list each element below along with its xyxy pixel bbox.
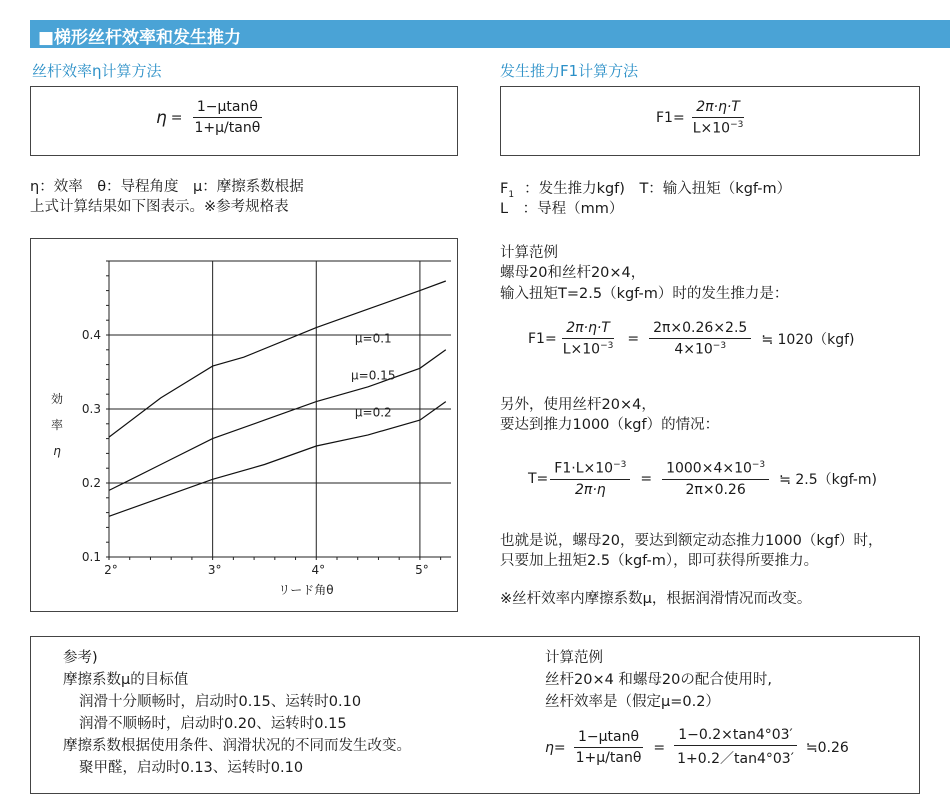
x-tick-label: 4° [311, 563, 326, 577]
series-label: μ=0.2 [354, 405, 392, 420]
y-tick-label: 0.2 [81, 476, 101, 490]
x-tick-label: 5° [415, 563, 429, 577]
ref-eq-frac1-denominator: 1+μ/tanθ [575, 750, 642, 766]
reference-line5: 聚甲醛，启动时0.13、运转时0.10 [79, 760, 304, 776]
eq1-frac1-den-exp: −3 [600, 341, 614, 351]
eq1-frac1-den-base: L×10 [562, 341, 601, 358]
fraction-denominator: 1+μ/tanθ [194, 120, 261, 136]
reference-equation [545, 727, 849, 768]
eq2-frac2-numerator [662, 460, 769, 480]
reference-example-title: 计算范例 [545, 650, 603, 666]
reference-example-line1: 丝杆20×4 和螺母20の配合使用时, [545, 672, 772, 688]
y-tick-label: 0.4 [81, 328, 101, 342]
eq2-frac2-num-base: 1000×4×10 [666, 460, 752, 477]
ref-eq-fraction2 [673, 727, 798, 768]
y-tick-label: 0.1 [81, 550, 101, 564]
thrust-example-line1: 螺母20和丝杆20×4， [500, 265, 646, 281]
series-label: μ=0.15 [351, 368, 396, 383]
reference-example-line2: 丝杆效率是（假定μ=0.2） [545, 694, 720, 710]
thrust-lhs: F1= [656, 109, 685, 126]
efficiency-chart-frame [30, 238, 458, 612]
reference-line3: 润滑不顺畅时，启动时0.20、运转时0.15 [79, 716, 347, 732]
x-tick-label: 2° [104, 563, 118, 577]
eq1-frac1-denominator [559, 339, 618, 358]
efficiency-formula [156, 99, 264, 136]
ref-eq-frac1-numerator: 1−μtanθ [574, 729, 643, 748]
eq1-frac2-numerator: 2π×0.26×2.5 [649, 320, 751, 339]
eq2-frac1-num-base: F1·L×10 [554, 460, 614, 477]
thrust-numerator: 2π·η·T [692, 99, 744, 118]
section-header [30, 20, 950, 48]
eq1-lhs: F1= [528, 330, 557, 347]
torque-example-equation [528, 460, 877, 498]
denominator-exponent: −3 [730, 120, 744, 130]
series-line [109, 281, 446, 437]
eq1-frac2-den-base: 4×10 [674, 341, 713, 358]
denominator-base: L×10 [692, 120, 731, 137]
eq2-frac1-denominator: 2π·η [574, 481, 606, 498]
series-line [109, 402, 446, 517]
thrust-note: ※丝杆效率内摩擦系数μ，根据润滑情况而改变。 [500, 591, 812, 607]
thrust-example-equation [528, 320, 855, 358]
f-symbol: F [500, 181, 509, 197]
ref-eq-fraction1 [572, 729, 646, 766]
efficiency-legend-line2: 上式计算结果如下图表示。※参考规格表 [30, 199, 289, 215]
eq2-equals: = [640, 470, 653, 487]
ref-eq-result: ≒0.26 [805, 739, 849, 756]
thrust-formula-box [500, 86, 920, 156]
y-axis-label-char: 率 [50, 418, 64, 432]
fraction-numerator: 1−μtanθ [193, 99, 262, 118]
efficiency-legend-line1: η：效率 θ：导程角度 μ：摩擦系数根据 [30, 179, 304, 195]
def-line1-text: ：发生推力kgf) T：输入扭矩（kgf-m） [524, 181, 792, 197]
thrust-denominator [689, 118, 748, 137]
thrust-def-line2: L ：导程（mm） [500, 201, 624, 217]
eq1-result: ≒ 1020（kgf) [761, 331, 855, 348]
thrust-other-line2: 要达到推力1000（kgf）的情况： [500, 417, 720, 433]
eq1-equals: = [627, 330, 640, 347]
thrust-section-title: 发生推力F1计算方法 [500, 62, 639, 80]
y-axis-label-char: η [53, 444, 61, 458]
series-label: μ=0.1 [354, 331, 392, 346]
efficiency-chart [31, 239, 457, 611]
thrust-other-line1: 另外，使用丝杆20×4， [500, 397, 656, 413]
eq2-fraction2 [662, 460, 769, 498]
reference-line4: 摩擦系数根据使用条件、润滑状况的不同而发生改变。 [63, 738, 411, 754]
ref-eq-equals: = [653, 739, 666, 756]
eq1-frac1-numerator: 2π·η·T [562, 320, 614, 339]
ref-eq-frac2-denominator: 1+0.2／tan4°03′ [677, 751, 794, 767]
thrust-formula [656, 99, 747, 137]
y-axis-label-char: 効 [50, 392, 64, 406]
ref-eq-frac2-numerator: 1−0.2×tan4°03′ [674, 727, 796, 746]
eq2-result: ≒ 2.5（kgf-m) [779, 471, 877, 488]
f-subscript: 1 [508, 189, 515, 200]
thrust-fraction [689, 99, 748, 137]
thrust-example-line2: 输入扭矩T=2.5（kgf-m）时的发生推力是： [500, 286, 789, 302]
x-axis-label: リード角θ [278, 583, 334, 597]
reference-line1: 摩擦系数μ的目标值 [63, 672, 189, 688]
reference-line2: 润滑十分顺畅时，启动时0.15、运转时0.10 [79, 694, 362, 710]
eq2-fraction1 [550, 460, 630, 498]
eq2-frac1-numerator [550, 460, 630, 480]
efficiency-section-title: 丝杆效率η计算方法 [32, 62, 162, 80]
eta-symbol: η [156, 107, 167, 128]
y-tick-label: 0.3 [81, 402, 101, 416]
header-title: ■梯形丝杆效率和发生推力 [38, 28, 242, 48]
efficiency-fraction [191, 99, 265, 136]
thrust-conclusion-line2: 只要加上扭矩2.5（kgf-m），即可获得所要推力。 [500, 553, 819, 569]
eq1-fraction2 [649, 320, 751, 358]
thrust-example-title: 计算范例 [500, 245, 558, 261]
thrust-conclusion-line1: 也就是说，螺母20，要达到额定动态推力1000（kgf）时， [500, 533, 883, 549]
eq2-lhs: T= [528, 470, 549, 487]
eq2-frac2-denominator: 2π×0.26 [685, 481, 746, 498]
reference-box [30, 636, 920, 794]
reference-title: 参考) [63, 650, 98, 666]
eq1-frac2-denominator [670, 339, 730, 358]
equals-sign: = [170, 109, 183, 126]
eq2-frac1-num-exp: −3 [613, 460, 627, 470]
x-tick-label: 3° [207, 563, 222, 577]
eq1-fraction1 [559, 320, 618, 358]
eq2-frac2-num-exp: −3 [751, 460, 766, 470]
ref-eq-lhs: η= [545, 739, 566, 756]
eq1-frac2-den-exp: −3 [712, 341, 727, 351]
efficiency-formula-box [30, 86, 458, 156]
